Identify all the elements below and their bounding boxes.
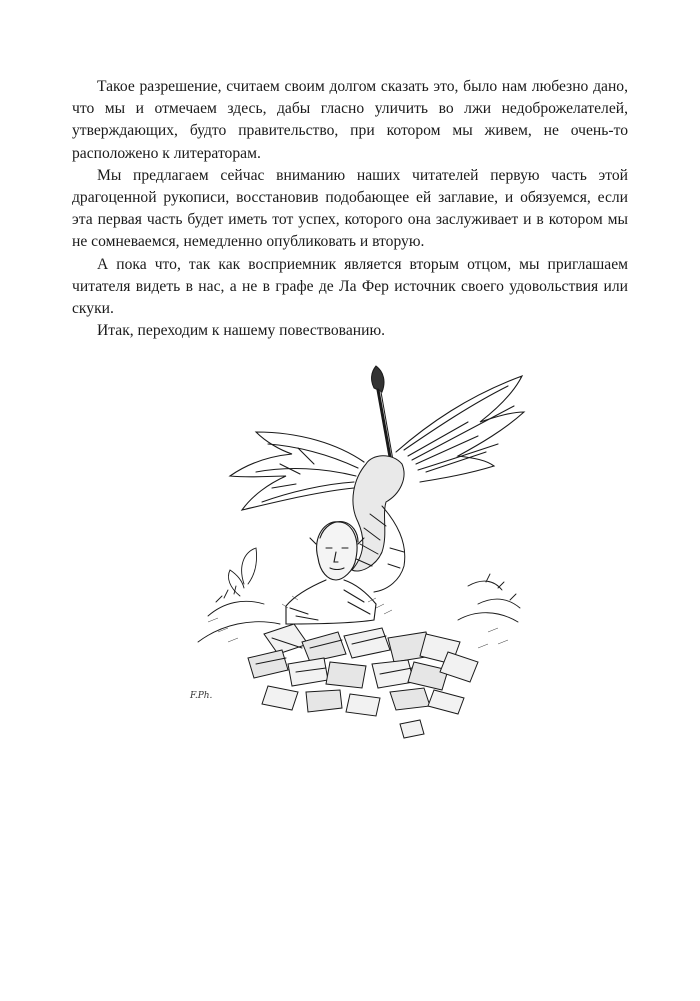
paragraph-3: А пока что, так как восприемник является вторым отцом, мы приглашаем читателя видеть в нас, а не в графе де Ла Фер источник своего удовольствия или скуки.	[72, 255, 628, 318]
trumpet-drawing	[372, 366, 394, 468]
angel-drapery-drawing	[352, 456, 405, 592]
left-wing-drawing	[230, 432, 364, 510]
right-wing-drawing	[396, 376, 524, 482]
paragraph-4: Итак, переходим к нашему повествованию.	[97, 322, 385, 340]
engraving-illustration	[168, 352, 552, 744]
artist-signature: F.Ph.	[190, 691, 213, 701]
books-pile-drawing	[248, 624, 478, 738]
paragraph-1: Такое разрешение, считаем своим долгом сказать это, было нам любезно дано, что мы и отмечаем здесь, дабы гласно уличить во лжи недоброжелателей, утверждающих, будто правительство, при котором мы живем, не очень-то расположено к литераторам.	[72, 78, 628, 162]
paragraph-2: Мы предлагаем сейчас вниманию наших читателей первую часть этой драгоценной рукописи, восстановив подобающее ей заглавие, и обязуемся, если эта первая часть будет иметь тот успех, которого она заслуживает и в котором мы не сомневаемся, немедленно опубликовать и вторую.	[72, 166, 628, 251]
body-text	[72, 76, 628, 342]
